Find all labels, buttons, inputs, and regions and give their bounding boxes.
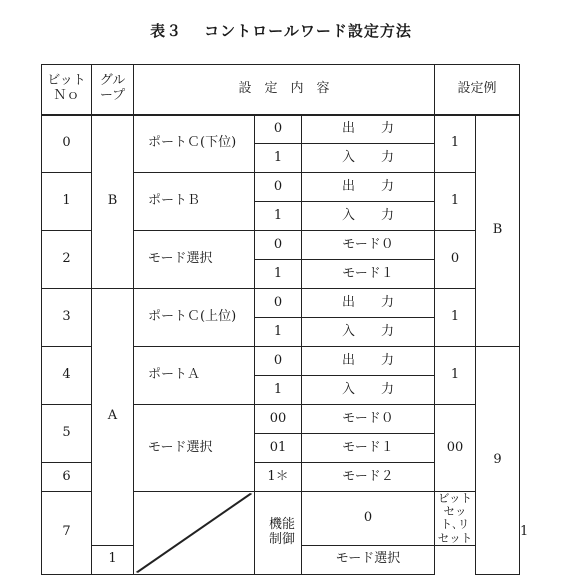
- example-value-cell: 1: [435, 289, 476, 347]
- function-cell: モード選択: [134, 231, 255, 289]
- meaning-cell: 入 力: [302, 202, 435, 231]
- function-cell: ポートＣ(上位): [134, 289, 255, 347]
- code-cell: 0: [255, 173, 302, 202]
- meaning-cell: モード１: [302, 260, 435, 289]
- bit-cell: 1: [42, 173, 92, 231]
- code-cell: 1: [255, 260, 302, 289]
- meaning-cell: モード選択: [302, 545, 435, 574]
- bit-cell: 2: [42, 231, 92, 289]
- group-cell-empty: [134, 492, 255, 575]
- meaning-cell: 出 力: [302, 289, 435, 318]
- example-value-cell: 00: [435, 405, 476, 492]
- function-cell: 機能制御: [255, 492, 302, 575]
- bit-cell: 6: [42, 463, 92, 492]
- control-word-table: [41, 64, 529, 575]
- code-cell: 0: [255, 289, 302, 318]
- code-cell: 1: [255, 202, 302, 231]
- function-cell: ポートＣ(下位): [134, 115, 255, 173]
- diagonal-slash: [134, 492, 254, 574]
- table-title-text: コントロールワード設定方法: [204, 22, 412, 40]
- example-value-cell: 0: [435, 231, 476, 289]
- table-number: 表３: [150, 22, 183, 40]
- function-cell: モード選択: [134, 405, 255, 492]
- header-group: グル ープ: [92, 65, 134, 115]
- meaning-cell: モード０: [302, 231, 435, 260]
- meaning-cell: 入 力: [302, 376, 435, 405]
- meaning-cell: 出 力: [302, 173, 435, 202]
- bit-cell: 3: [42, 289, 92, 347]
- meaning-cell: モード１: [302, 434, 435, 463]
- table-row: [42, 115, 520, 144]
- group-cell: A: [92, 289, 134, 546]
- code-cell: 0: [255, 231, 302, 260]
- table-row: 7 機能制御 0 ビットセット､リセット 1: [42, 492, 520, 546]
- header-content: 設 定 内 容: [134, 65, 435, 115]
- code-cell: 0: [302, 492, 435, 546]
- hex-value-cell: 9: [476, 347, 520, 575]
- bit-cell: 7: [42, 492, 92, 575]
- meaning-cell: 出 力: [302, 115, 435, 144]
- code-cell: 1: [255, 318, 302, 347]
- code-cell: 1: [255, 376, 302, 405]
- code-cell: 0: [255, 115, 302, 144]
- bit-cell: 0: [42, 115, 92, 173]
- bit-cell: 5: [42, 405, 92, 463]
- code-cell: 00: [255, 405, 302, 434]
- meaning-cell: ビットセット､リセット: [435, 492, 476, 546]
- bit-cell: 4: [42, 347, 92, 405]
- code-cell: 1: [92, 545, 134, 574]
- example-value-cell: 1: [435, 115, 476, 173]
- table-title: [0, 20, 562, 41]
- header-bit-no: ビット Ｎｏ: [42, 65, 92, 115]
- table-row: [42, 289, 520, 318]
- hex-value-cell: B: [476, 115, 520, 347]
- function-cell: ポートＢ: [134, 173, 255, 231]
- meaning-cell: 出 力: [302, 347, 435, 376]
- example-value-cell: 1: [435, 173, 476, 231]
- header-row: [42, 65, 520, 115]
- group-cell: B: [92, 115, 134, 289]
- header-example: 設定例: [435, 65, 520, 115]
- meaning-cell: モード０: [302, 405, 435, 434]
- function-cell: ポートＡ: [134, 347, 255, 405]
- meaning-cell: 入 力: [302, 318, 435, 347]
- code-cell: 1＊: [255, 463, 302, 492]
- code-cell: 01: [255, 434, 302, 463]
- code-cell: 0: [255, 347, 302, 376]
- example-value-cell: 1: [435, 347, 476, 405]
- meaning-cell: 入 力: [302, 144, 435, 173]
- code-cell: 1: [255, 144, 302, 173]
- meaning-cell: モード２: [302, 463, 435, 492]
